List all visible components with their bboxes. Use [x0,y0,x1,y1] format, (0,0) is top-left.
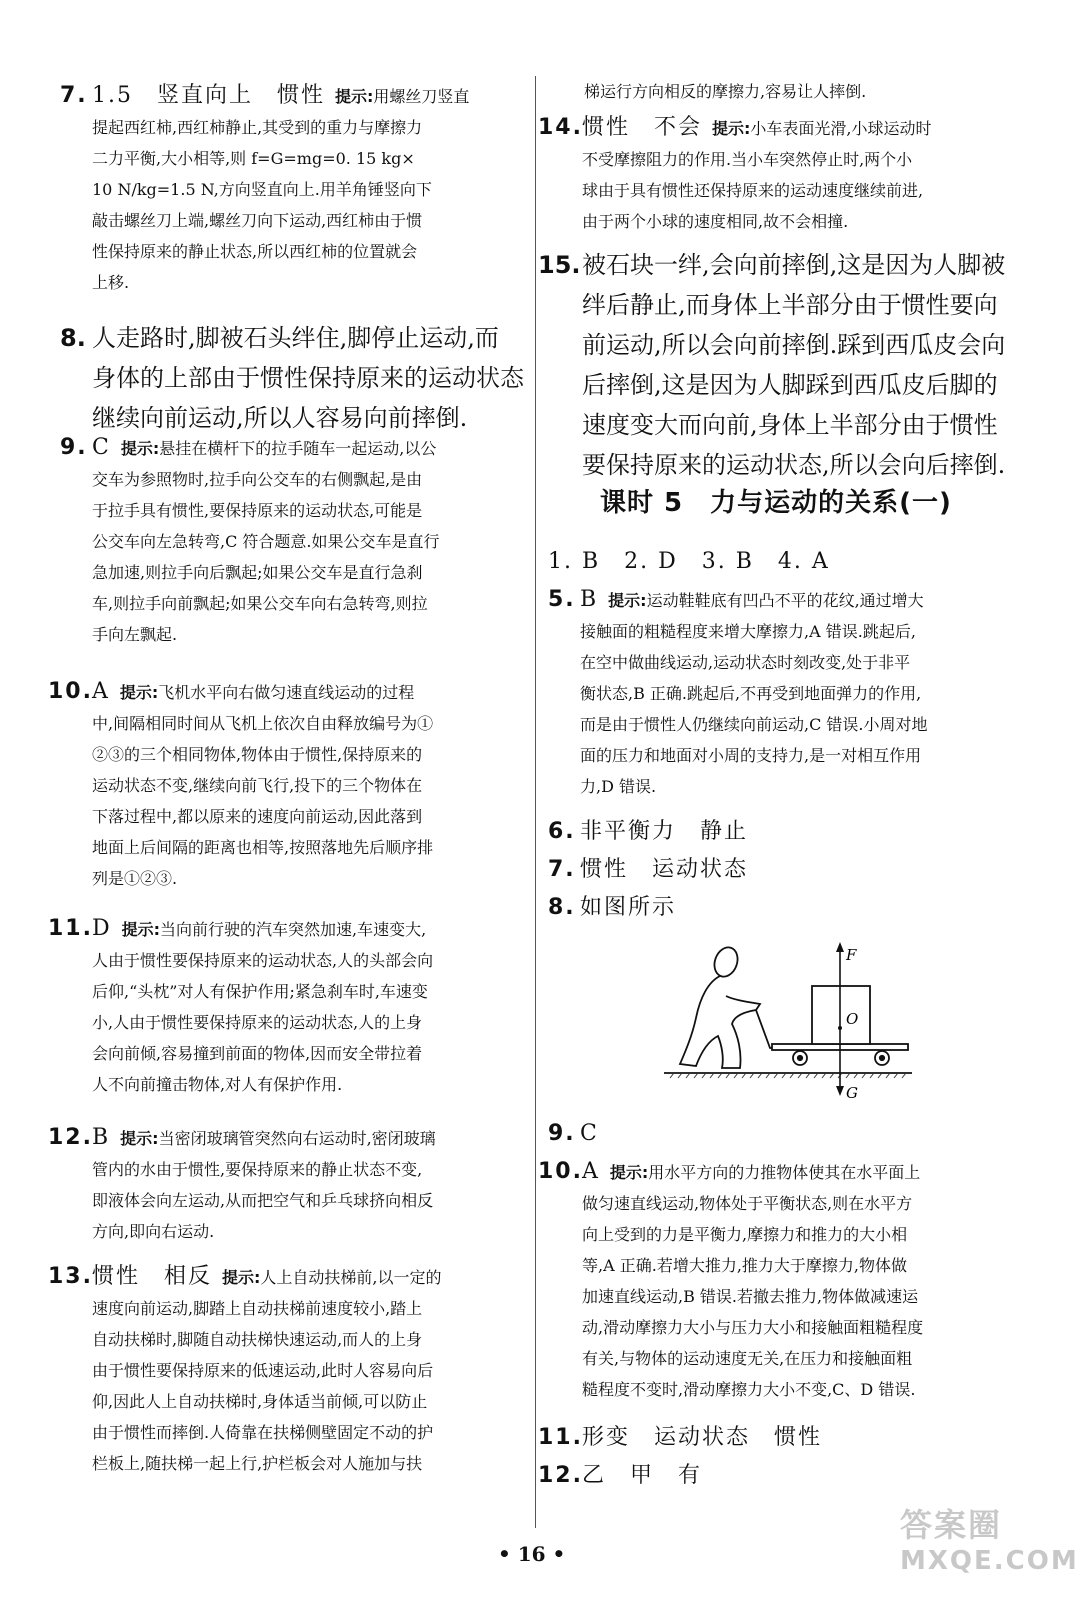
question-7 [60,78,520,298]
label-F: F [846,946,857,964]
question-number: 8. [60,324,86,352]
column-divider [535,76,536,1528]
question-15: 15. 被石块一绊,会向前摔倒,这是因为人脚被 绊后静止,而身体上半部分由于惯性要向 前运动,所以会向前摔倒.踩到西瓜皮会向 后摔倒,这是因为人脚踩到西瓜皮后脚的 速度变大而向前,身体上半部分由于惯性 要保持原来的运动状态,所以会向后摔倒. [538,245,1018,485]
question-8: 8. 如图所示 [548,895,677,920]
center-point [838,1026,842,1030]
question-number: 10. [538,1159,583,1184]
page-number: • 16 • [498,1542,566,1566]
hint-label: 提示: [335,87,374,106]
question-number: 11. [48,916,93,941]
watermark: 答案圈 MXQE.COM [900,1506,1079,1576]
question-number: 5. [548,587,576,612]
force-G-arrowhead [836,1086,844,1096]
question-number: 14. [538,115,583,140]
box [812,986,870,1044]
answer-line: 身体的上部由于惯性保持原来的运动状态 [92,364,524,392]
label-O: O [846,1010,859,1028]
question-number: 13. [48,1264,93,1289]
question-11: 11. 形变 运动状态 惯性 [538,1425,823,1450]
answer: 1.5 竖直向上 惯性 [92,83,325,108]
question-number: 9. [60,435,88,460]
force-diagram [660,940,920,1105]
hint-body: 提起西红柿,西红柿静止,其受到的重力与摩擦力 二力平衡,大小相等,则 f=G=mg=0. 15 kg× 10 N/kg=1.5 N,方向竖直向上.用羊角锤竖向下 敲击螺丝刀上端,螺丝刀向下运动,西红柿由于惯 性保持原来的静止状态,所以西红柿的位置就会 上移. [92,118,432,292]
person-figure [680,944,778,1068]
question-10: 10. A 提示:用水平方向的力推物体使其在水平面上 做匀速直线运动,物体处于平衡状态,则在水平方 向上受到的力是平衡力,摩擦力和推力的大小相 等,A 正确.若增大推力,推力大于摩擦力,物体做 加速直线运动,B 错误.若撤去推力,物体做减速运 动,滑动摩擦力大小与压力大小和接触面粗糙程度 有关,与物体的运动速度无关,在压力和接触面粗 糙程度不变时,滑动摩擦力大小不变,C、D 错误. [538,1156,1018,1405]
question-8 [60,318,530,438]
question-11: 11. D 提示:当向前行驶的汽车突然加速,车速变大, 人由于惯性要保持原来的运动状态,人的头部会向 后仰,“头枕”对人有保护作用;紧急刹车时,车速变 小,人由于惯性要保持原来的运动状态,人的上身 会向前倾,容易撞到前面的物体,因而安全带拉着 人不向前撞击物体,对人有保护作用. [48,913,520,1100]
question-5: 5. B 提示:运动鞋鞋底有凹凸不平的花纹,通过增大 接触面的粗糙程度来增大摩擦力,A 错误.跳起后, 在空中做曲线运动,运动状态时刻改变,处于非平 衡状态,B 正确.跳起后,不再受到地面弹力的作用, 而是由于惯性人仍继续向前运动,C 错误.小周对地 面的压力和地面对小周的支持力,是一对相互作用 力,D 错误. [548,584,1018,802]
question-12: 12. B 提示:当密闭玻璃管突然向右运动时,密闭玻璃 管内的水由于惯性,要保持原来的静止状态不变, 即液体会向左运动,从而把空气和乒乓球挤向相反 方向,即向右运动. [48,1122,520,1247]
question-12: 12. 乙 甲 有 [538,1463,703,1488]
question-10: 10. A 提示:飞机水平向右做匀速直线运动的过程 中,间隔相同时间从飞机上依次自由释放编号为① ②③的三个相同物体,物体由于惯性,保持原来的 运动状态不变,继续向前飞行,投下的三个物体在 下落过程中,都以原来的速度向前运动,因此落到 地面上后间隔的距离也相等,按照落地先后顺序排 列是①②③. [48,676,520,894]
answer-line: 继续向前运动,所以人容易向前摔倒. [92,404,468,432]
question-14: 14. 惯性 不会 提示:小车表面光滑,小球运动时 不受摩擦阻力的作用.当小车突然停止时,两个小 球由于具有惯性还保持原来的运动速度继续前进, 由于两个小球的速度相同,故不会相撞. [538,112,1018,237]
answer-line: 人走路时,脚被石头绊住,脚停止运动,而 [92,324,499,352]
question-7: 7. 惯性 运动状态 [548,857,749,882]
question-9: 9. C 提示:悬挂在横杆下的拉手随车一起运动,以公 交车为参照物时,拉手向公交车的右侧飘起,是由 于拉手具有惯性,要保持原来的运动状态,可能是 公交车向左急转弯,C 符合题意.如果公交车是直行 急加速,则拉手向后飘起;如果公交车是直行急刹 车,则拉手向前飘起;如果公交车向右急转弯,则拉 手向左飘起. [60,432,520,650]
question-number: 10. [48,679,93,704]
question-13-continued: 梯运行方向相反的摩擦力,容易让人摔倒. [584,82,867,101]
questions-1-4: 1. B 2. D 3. B 4. A [548,549,830,574]
question-6: 6. 非平衡力 静止 [548,819,749,844]
question-9: 9. C [548,1121,599,1146]
hint-text: 用螺丝刀竖直 [373,87,470,106]
question-number: 7. [60,83,88,108]
question-number: 12. [48,1125,93,1150]
section-title: 课时 5 力与运动的关系(一) [600,488,952,518]
force-F-arrowhead [836,942,844,952]
question-number: 15. [538,251,581,279]
question-13: 13. 惯性 相反 提示:人上自动扶梯前,以一定的 速度向前运动,脚踏上自动扶梯前速度较小,踏上 自动扶梯时,脚随自动扶梯快速运动,而人的上身 由于惯性要保持原来的低速运动,此时人容易向后 仰,因此人上自动扶梯时,身体适当前倾,可以防止 由于惯性而摔倒.人倚靠在扶梯侧壁固定不动的护 栏板上,随扶梯一起上行,护栏板会对人施加与扶 [48,1261,520,1479]
label-G: G [846,1084,858,1102]
